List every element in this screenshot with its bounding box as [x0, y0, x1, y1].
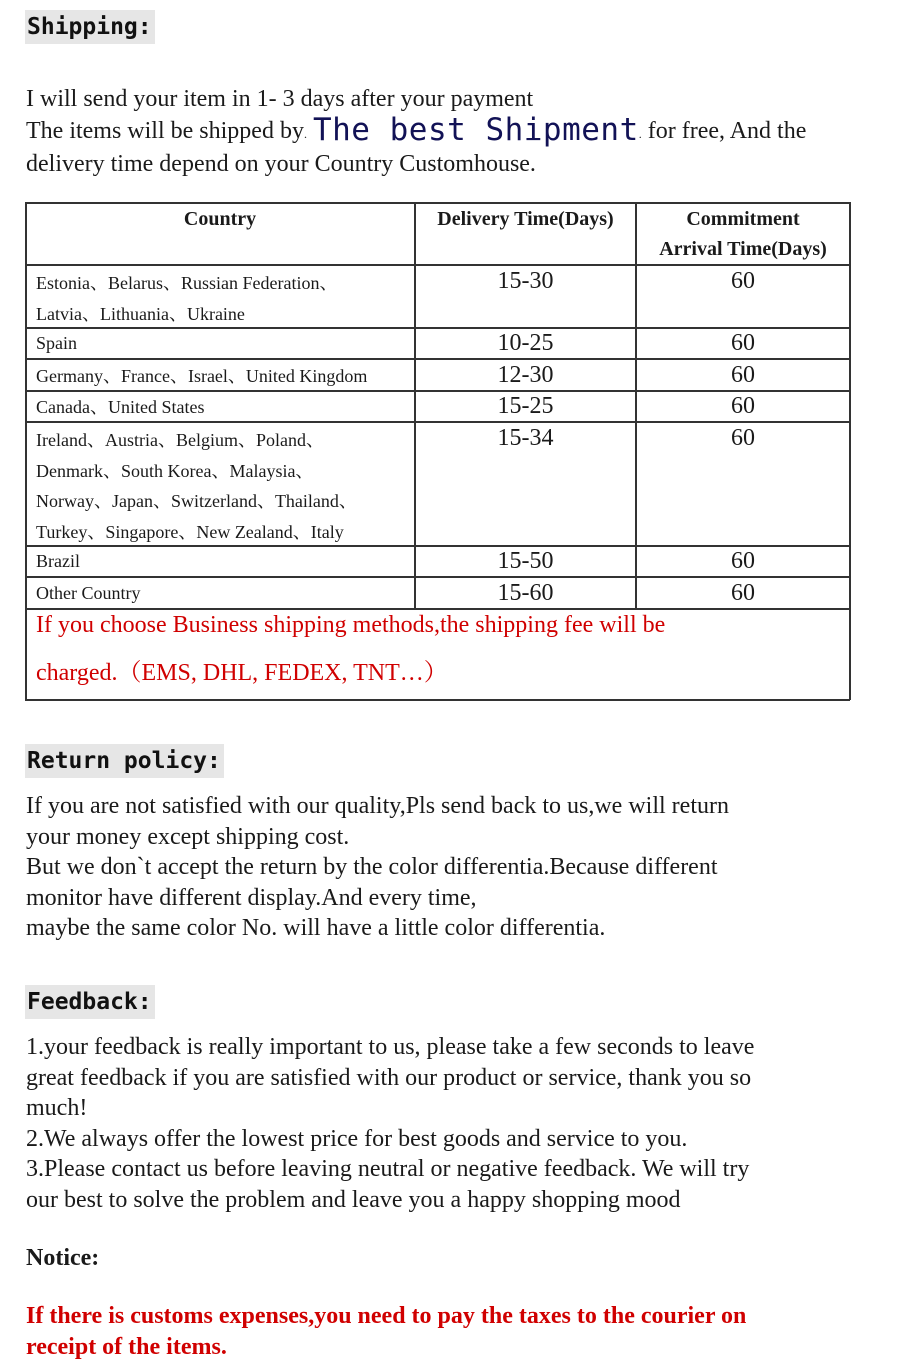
table-row-2-arrival: 60 [731, 330, 755, 356]
return-policy-line: If you are not satisfied with our quality,Pls send back to us,we will return [26, 793, 729, 819]
return-policy-line: maybe the same color No. will have a little color differentia. [26, 915, 606, 941]
shipping-table [25, 202, 850, 700]
return-policy-text [26, 791, 729, 944]
table-row-3-arrival: 60 [731, 362, 755, 388]
feedback-line: great feedback if you are satisfied with our product or service, thank you so [26, 1064, 752, 1091]
table-row-7-country: Other Country [36, 583, 141, 603]
business-shipping-note-line-2: charged.（EMS, DHL, FEDEX, TNT…） [36, 660, 448, 686]
feedback-line: our best to solve the problem and leave you a happy shopping mood [26, 1186, 681, 1213]
return-policy-line: But we don`t accept the return by the color differentia.Because different [26, 854, 718, 880]
table-row-3-country: Germany、France、Israel、United Kingdom [36, 366, 368, 386]
shipping-line-2-pre: The items will be shipped by [26, 117, 304, 144]
return-policy-line: your money except shipping cost. [26, 823, 350, 850]
table-row-7-delivery: 15-60 [497, 580, 554, 606]
table-row-6-arrival: 60 [731, 548, 755, 574]
table-row-1-arrival: 60 [731, 268, 755, 294]
table-row-2-country: Spain [36, 333, 78, 353]
dot-2: . [638, 126, 642, 141]
header-delivery-time: Delivery Time(Days) [437, 208, 614, 230]
shipping-text [26, 84, 806, 180]
notice-line-1: If there is customs expenses,you need to pay the taxes to the courier on [26, 1303, 747, 1329]
header-commitment-line-1: Commitment [686, 208, 800, 230]
country-line: Estonia、Belarus、Russian Federation、 [36, 273, 338, 293]
feedback-line: 3.Please contact us before leaving neutral or negative feedback. We will try [26, 1156, 750, 1182]
shipping-line-1: I will send your item in 1- 3 days after your payment [26, 86, 534, 112]
table-row-4-delivery: 15-25 [497, 393, 554, 419]
table-row-5-country [36, 425, 357, 547]
feedback-line: much! [26, 1095, 88, 1121]
feedback-line: 2.We always offer the lowest price for best goods and service to you. [26, 1125, 688, 1152]
header-commitment [636, 204, 850, 264]
table-row-5-delivery: 15-34 [497, 425, 554, 451]
table-row-1-delivery: 15-30 [497, 268, 554, 294]
header-country: Country [183, 208, 257, 230]
return-policy-heading: Return policy: [25, 744, 224, 778]
table-row-2-delivery: 10-25 [497, 330, 554, 356]
best-shipment-label: The best Shipment [312, 111, 639, 148]
notice-line-2: receipt of the items. [26, 1333, 227, 1360]
table-row-1-country [36, 268, 337, 329]
return-policy-line: monitor have different display.And every time, [26, 884, 477, 911]
dot-1: . [303, 126, 307, 141]
shipping-line-2-post: for free, And the [641, 117, 807, 144]
country-line: Denmark、South Korea、Malaysia、 [36, 460, 314, 481]
notice-text [26, 1301, 746, 1362]
table-row-4-country: Canada、United States [36, 397, 205, 417]
table-row-5-arrival: 60 [731, 425, 755, 451]
business-shipping-note-line-1: If you choose Business shipping methods,the shipping fee will be [36, 612, 666, 638]
shipping-heading: Shipping: [25, 10, 155, 44]
shipping-line-3: delivery time depend on your Country Customhouse. [26, 151, 536, 177]
country-line: Ireland、Austria、Belgium、Poland、 [36, 430, 324, 450]
feedback-heading: Feedback: [25, 985, 155, 1019]
table-row-6-country: Brazil [36, 551, 80, 571]
table-row-6-delivery: 15-50 [497, 548, 554, 574]
header-commitment-line-2: Arrival Time(Days) [659, 238, 827, 260]
country-line: Turkey、Singapore、New Zealand、Italy [36, 521, 344, 542]
table-row-7-arrival: 60 [731, 580, 755, 606]
notice-heading: Notice: [26, 1245, 100, 1271]
feedback-text [26, 1032, 754, 1215]
table-row-3-delivery: 12-30 [497, 362, 554, 388]
table-row-4-arrival: 60 [731, 393, 755, 419]
shipping-line-2 [26, 111, 807, 150]
country-line: Latvia、Lithuania、Ukraine [36, 303, 245, 324]
feedback-line: 1.your feedback is really important to us, please take a few seconds to leave [26, 1034, 755, 1060]
country-line: Norway、Japan、Switzerland、Thailand、 [36, 491, 357, 511]
